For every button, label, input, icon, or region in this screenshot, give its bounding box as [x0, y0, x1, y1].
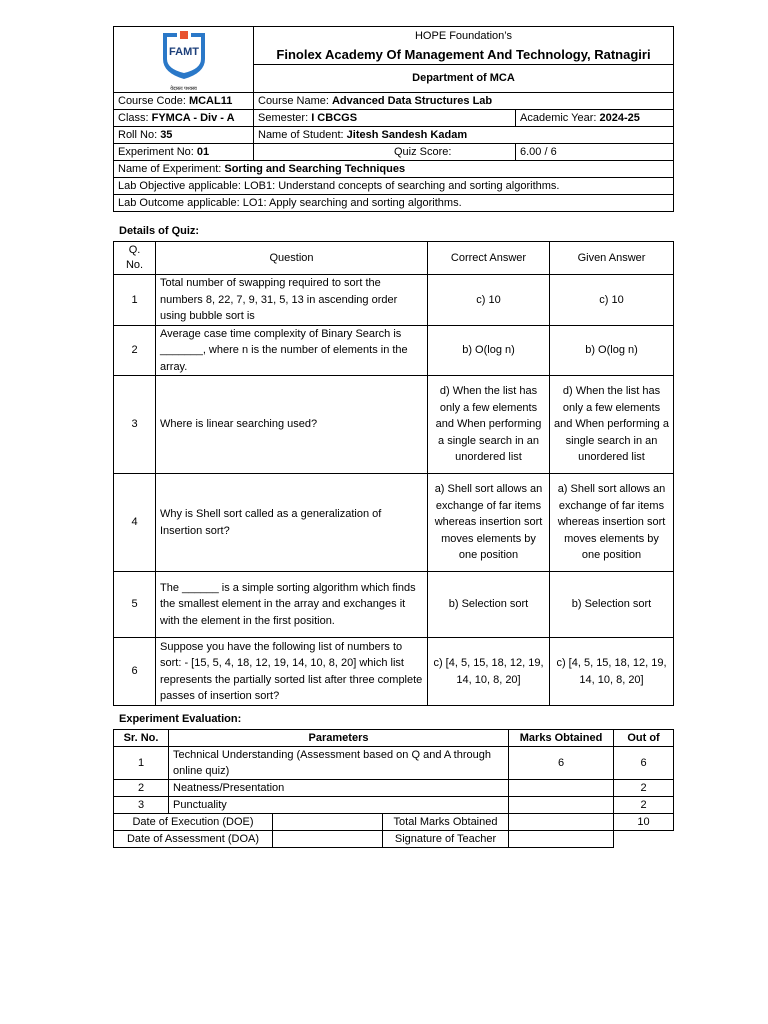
- institute-name: Finolex Academy Of Management And Technology, Ratnagiri: [254, 45, 674, 64]
- doe-value: [273, 814, 383, 831]
- department-name: Department of MCA: [254, 64, 674, 92]
- student-name: Jitesh Sandesh Kadam: [346, 129, 468, 141]
- doe-label: Date of Execution (DOE): [114, 814, 273, 831]
- quiz-qno: 1: [114, 275, 156, 326]
- eval-marks: 6: [509, 747, 614, 780]
- eval-outof: 2: [614, 780, 674, 797]
- quiz-question: Average case time complexity of Binary Search is _______, where n is the number of elements in the array.: [156, 325, 428, 376]
- total-outof: 10: [614, 814, 674, 831]
- experiment-name-cell: Name of Experiment: Sorting and Searching Techniques: [114, 161, 674, 178]
- quiz-row: [114, 474, 674, 572]
- signature-value: [509, 831, 614, 848]
- quiz-qno: 2: [114, 325, 156, 376]
- quiz-table: [113, 241, 674, 706]
- course-code-cell: Course Code: MCAL11: [114, 93, 254, 110]
- student-cell: Name of Student: Jitesh Sandesh Kadam: [254, 127, 674, 144]
- eval-row: [114, 797, 674, 814]
- lab-objective: Lab Objective applicable: LOB1: Understand concepts of searching and sorting algorithms.: [114, 178, 674, 195]
- eval-outof: 6: [614, 747, 674, 780]
- quiz-qno: 4: [114, 474, 156, 572]
- quiz-question: The ______ is a simple sorting algorithm which finds the smallest element in the array and exchanges it with the element in the first position.: [156, 572, 428, 638]
- quiz-row: [114, 275, 674, 326]
- eval-row: [114, 780, 674, 797]
- evaluation-heading: Experiment Evaluation:: [119, 713, 242, 725]
- eval-parameter: Punctuality: [169, 797, 509, 814]
- quiz-row: [114, 376, 674, 474]
- class-cell: Class: FYMCA - Div - A: [114, 110, 254, 127]
- quiz-qno: 5: [114, 572, 156, 638]
- quiz-question: Suppose you have the following list of numbers to sort: - [15, 5, 4, 18, 12, 19, 14, 10, 8, 20] which list represents the partially sorted list after three complete passes of insertion sort?: [156, 638, 428, 706]
- quiz-question: Total number of swapping required to sort the numbers 8, 22, 7, 9, 31, 5, 13 in ascending order using bubble sort is: [156, 275, 428, 326]
- quiz-row: [114, 572, 674, 638]
- quiz-correct-answer: a) Shell sort allows an exchange of far items whereas insertion sort moves elements by one position: [428, 474, 550, 572]
- quiz-given-answer: d) When the list has only a few elements and When performing a single search in an unordered list: [550, 376, 674, 474]
- quiz-given-answer: b) Selection sort: [550, 572, 674, 638]
- eval-header-outof: Out of: [614, 730, 674, 747]
- eval-sr: 1: [114, 747, 169, 780]
- quiz-correct-answer: b) Selection sort: [428, 572, 550, 638]
- empty-cell: [614, 831, 674, 848]
- quiz-score-label: Quiz Score:: [254, 144, 516, 161]
- eval-parameter: Neatness/Presentation: [169, 780, 509, 797]
- logo-subtext: वेदास्‍तः पश्‍यस्‍व: [170, 86, 197, 92]
- eval-header-sr: Sr. No.: [114, 730, 169, 747]
- experiment-no-cell: Experiment No: 01: [114, 144, 254, 161]
- header-table: [113, 26, 674, 212]
- quiz-header-given: Given Answer: [550, 242, 674, 275]
- quiz-question: Where is linear searching used?: [156, 376, 428, 474]
- quiz-qno: 6: [114, 638, 156, 706]
- logo-cell: [114, 27, 254, 93]
- doa-value: [273, 831, 383, 848]
- eval-outof: 2: [614, 797, 674, 814]
- academic-year-cell: Academic Year: 2024-25: [516, 110, 674, 127]
- logo-text: FAMT: [168, 46, 199, 58]
- semester-cell: Semester: I CBCGS: [254, 110, 516, 127]
- semester-value: I CBCGS: [311, 112, 358, 124]
- lab-outcome: Lab Outcome applicable: LO1: Apply searching and sorting algorithms.: [114, 195, 674, 212]
- eval-marks: [509, 780, 614, 797]
- eval-sr: 2: [114, 780, 169, 797]
- quiz-header-qno: Q. No.: [114, 242, 156, 275]
- famt-logo-icon: [149, 27, 219, 87]
- quiz-given-answer: a) Shell sort allows an exchange of far items whereas insertion sort moves elements by one position: [550, 474, 674, 572]
- quiz-score: 6.00 / 6: [516, 144, 674, 161]
- quiz-correct-answer: d) When the list has only a few elements and When performing a single search in an unordered list: [428, 376, 550, 474]
- quiz-given-answer: b) O(log n): [550, 325, 674, 376]
- course-name: Advanced Data Structures Lab: [331, 95, 493, 107]
- quiz-correct-answer: c) [4, 5, 15, 18, 12, 19, 14, 10, 8, 20]: [428, 638, 550, 706]
- quiz-heading: Details of Quiz:: [119, 225, 200, 237]
- quiz-header-question: Question: [156, 242, 428, 275]
- signature-label: Signature of Teacher: [383, 831, 509, 848]
- eval-header-parameters: Parameters: [169, 730, 509, 747]
- eval-marks: [509, 797, 614, 814]
- eval-sr: 3: [114, 797, 169, 814]
- doa-label: Date of Assessment (DOA): [114, 831, 273, 848]
- quiz-row: [114, 638, 674, 706]
- quiz-correct-answer: b) O(log n): [428, 325, 550, 376]
- experiment-name: Sorting and Searching Techniques: [224, 163, 406, 175]
- quiz-qno: 3: [114, 376, 156, 474]
- experiment-no: 01: [196, 146, 210, 158]
- roll-no: 35: [160, 129, 173, 141]
- course-name-cell: Course Name: Advanced Data Structures Lab: [254, 93, 674, 110]
- quiz-row: [114, 325, 674, 376]
- total-marks-label: Total Marks Obtained: [383, 814, 509, 831]
- quiz-header-correct: Correct Answer: [428, 242, 550, 275]
- foundation-name: HOPE Foundation’s: [254, 27, 674, 46]
- eval-parameter: Technical Understanding (Assessment based on Q and A through online quiz): [169, 747, 509, 780]
- quiz-question: Why is Shell sort called as a generalization of Insertion sort?: [156, 474, 428, 572]
- quiz-given-answer: c) [4, 5, 15, 18, 12, 19, 14, 10, 8, 20]: [550, 638, 674, 706]
- class-value: FYMCA - Div - A: [151, 112, 235, 124]
- quiz-given-answer: c) 10: [550, 275, 674, 326]
- evaluation-table: [113, 729, 674, 848]
- eval-header-marks: Marks Obtained: [509, 730, 614, 747]
- quiz-correct-answer: c) 10: [428, 275, 550, 326]
- academic-year: 2024-25: [599, 112, 640, 124]
- total-marks-value: [509, 814, 614, 831]
- eval-row: [114, 747, 674, 780]
- course-code: MCAL11: [188, 95, 233, 107]
- roll-cell: Roll No: 35: [114, 127, 254, 144]
